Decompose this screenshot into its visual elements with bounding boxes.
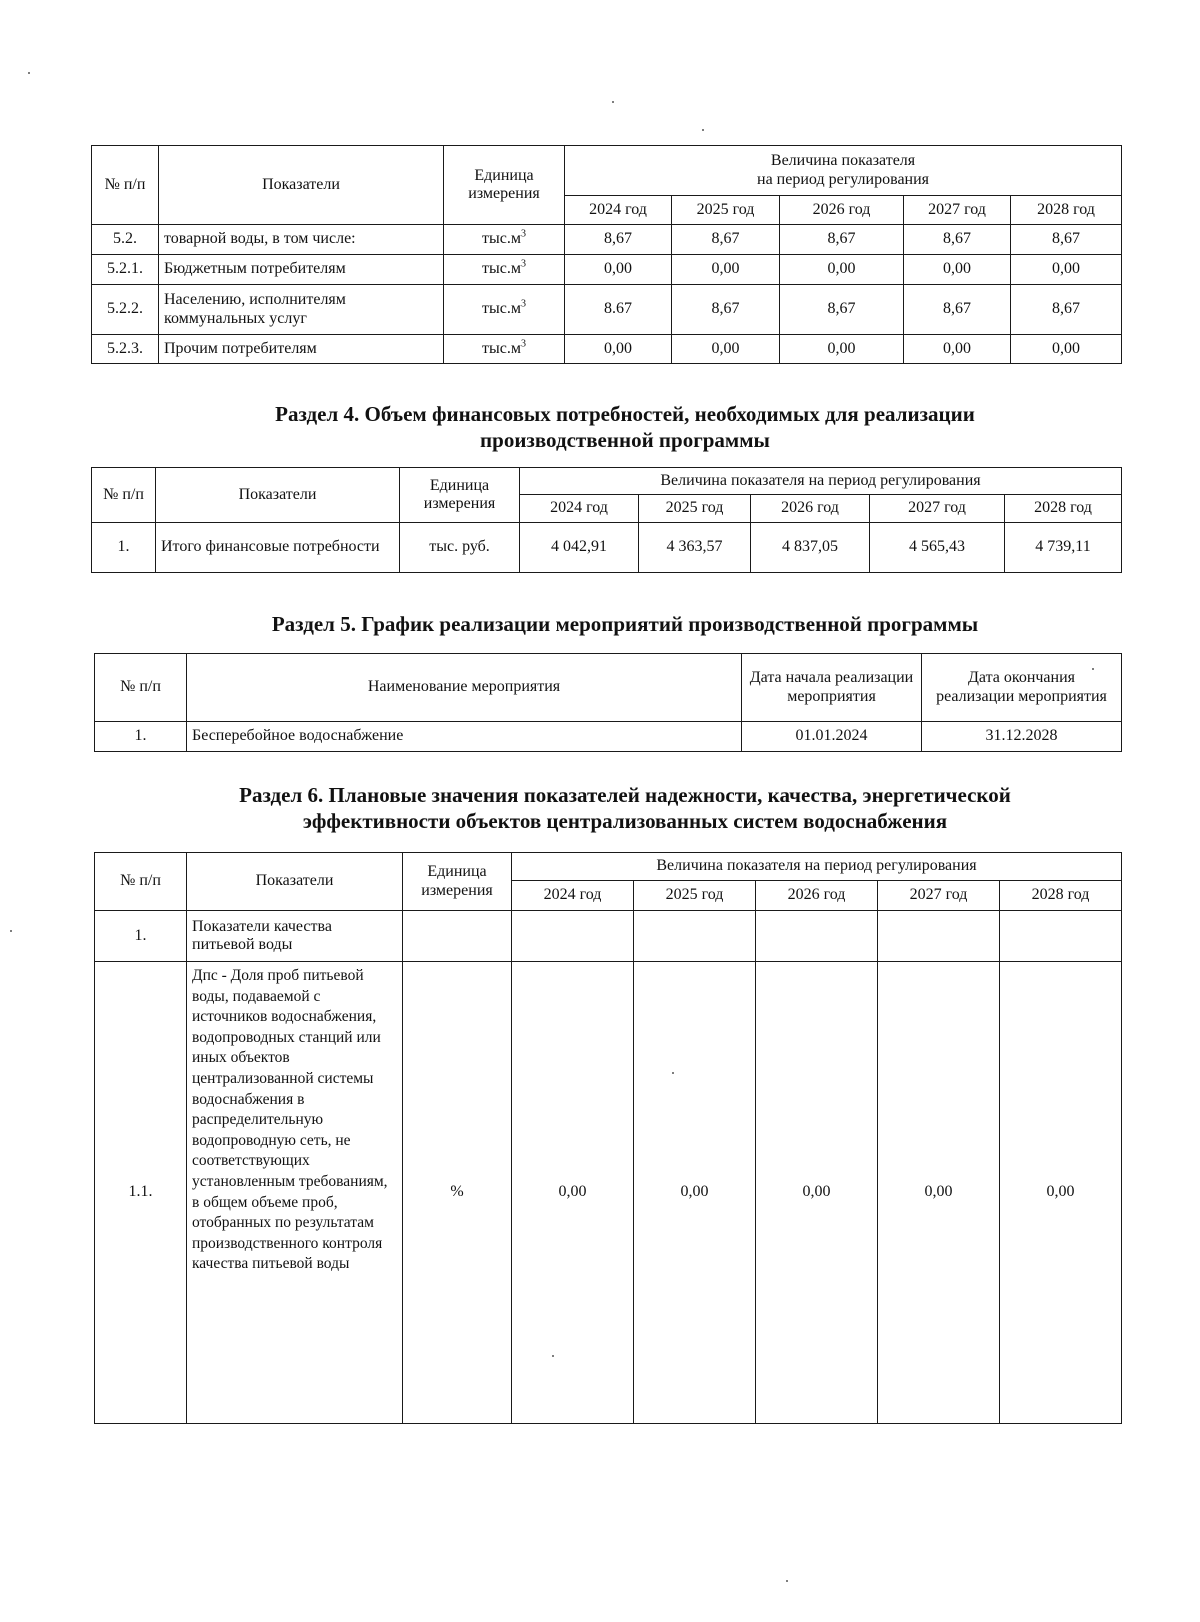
year-header: 2024 год <box>520 495 639 523</box>
row-name: Дпс - Доля проб питьевой воды, подаваемой с источников водоснабжения, водопроводных станций или иных объектов централизованной системы водоснабжения в распределительную водопроводную сеть, не соответствующих установленным требованиям, в общем объеме проб, отобранных по результатам производственного контроля качества питьевой воды <box>187 962 403 1424</box>
year-header: 2027 год <box>870 495 1005 523</box>
value-cell: 0,00 <box>634 962 756 1424</box>
col-unit-header: Единица измерения <box>400 468 520 523</box>
year-header: 2026 год <box>751 495 870 523</box>
col-num-header: № п/п <box>95 853 187 911</box>
row-name: Бесперебойное водоснабжение <box>187 722 742 752</box>
row-unit: $тыс.м^3$ <box>444 285 565 335</box>
table-row <box>95 911 1122 962</box>
row-num: 5.2.2. <box>92 285 159 335</box>
row-num: 1. <box>95 722 187 752</box>
year-header: 2025 год <box>634 881 756 911</box>
value-cell: 0,00 <box>780 255 904 285</box>
table-row <box>95 722 1122 752</box>
scan-speck <box>552 1355 554 1357</box>
value-cell: 0,00 <box>904 255 1011 285</box>
row-end-date: 31.12.2028 <box>922 722 1122 752</box>
value-cell: 0,00 <box>780 335 904 364</box>
finance-table <box>91 467 1122 573</box>
col-num-header: № п/п <box>92 468 156 523</box>
period-header: Величина показателя на период регулирования <box>512 853 1122 881</box>
table-row <box>92 225 1122 255</box>
value-cell: 8,67 <box>780 285 904 335</box>
table-row <box>92 255 1122 285</box>
value-cell: 0,00 <box>756 962 878 1424</box>
row-unit: % <box>403 962 512 1424</box>
col-end-header: Дата окончания реализации мероприятия <box>922 654 1122 722</box>
row-name: Прочим потребителям <box>159 335 444 364</box>
row-num: 1. <box>92 523 156 573</box>
table-row <box>92 335 1122 364</box>
row-name: Показатели качества питьевой воды <box>187 911 403 962</box>
value-cell: 4 363,57 <box>639 523 751 573</box>
value-cell: 0,00 <box>1011 335 1122 364</box>
row-num: 5.2.1. <box>92 255 159 285</box>
col-num-header: № п/п <box>95 654 187 722</box>
year-header: 2026 год <box>780 196 904 225</box>
year-header: 2028 год <box>1011 196 1122 225</box>
col-name-header: Наименование мероприятия <box>187 654 742 722</box>
volume-table <box>91 145 1122 364</box>
value-cell: 0,00 <box>672 335 780 364</box>
table-row <box>92 523 1122 573</box>
value-cell: 8,67 <box>780 225 904 255</box>
row-name: Итого финансовые потребности <box>156 523 400 573</box>
table-row <box>92 285 1122 335</box>
empty-cell <box>512 911 634 962</box>
year-header: 2025 год <box>672 196 780 225</box>
year-header: 2028 год <box>1005 495 1122 523</box>
row-name: товарной воды, в том числе: <box>159 225 444 255</box>
value-cell: 0,00 <box>512 962 634 1424</box>
year-header: 2024 год <box>512 881 634 911</box>
row-num: 5.2.3. <box>92 335 159 364</box>
col-unit-header: Единица измерения <box>403 853 512 911</box>
year-header: 2028 год <box>1000 881 1122 911</box>
col-unit-header: Единица измерения <box>444 146 565 225</box>
year-header: 2024 год <box>565 196 672 225</box>
value-cell: 0,00 <box>904 335 1011 364</box>
period-header: Величина показателя на период регулирования <box>565 146 1122 196</box>
value-cell: 4 739,11 <box>1005 523 1122 573</box>
year-header: 2026 год <box>756 881 878 911</box>
value-cell: 8,67 <box>672 225 780 255</box>
year-header: 2027 год <box>904 196 1011 225</box>
scan-speck <box>10 930 12 932</box>
section6-title: Раздел 6. Плановые значения показателей надежности, качества, энергетической эффективности объектов централизованных систем водоснабжения <box>239 783 1011 833</box>
value-cell: 0,00 <box>565 335 672 364</box>
scan-speck <box>612 101 614 103</box>
scan-speck <box>702 129 704 131</box>
scan-speck <box>28 72 30 74</box>
empty-cell <box>634 911 756 962</box>
value-cell: 8,67 <box>565 225 672 255</box>
value-cell: 0,00 <box>672 255 780 285</box>
value-cell: 0,00 <box>1000 962 1122 1424</box>
row-name: Бюджетным потребителям <box>159 255 444 285</box>
value-cell: 8,67 <box>904 285 1011 335</box>
value-cell: 8,67 <box>672 285 780 335</box>
row-unit: $тыс.м^3$ <box>444 255 565 285</box>
empty-cell <box>1000 911 1122 962</box>
row-num: 5.2. <box>92 225 159 255</box>
col-num-header: № п/п <box>92 146 159 225</box>
empty-cell <box>756 911 878 962</box>
empty-cell <box>878 911 1000 962</box>
table-row <box>95 962 1122 1424</box>
value-cell: 4 837,05 <box>751 523 870 573</box>
scan-speck <box>786 1580 788 1582</box>
scan-speck <box>672 1072 674 1074</box>
row-num: 1.1. <box>95 962 187 1424</box>
quality-table <box>94 852 1122 1424</box>
value-cell: 8.67 <box>565 285 672 335</box>
scan-speck <box>1092 668 1094 670</box>
section4-title: Раздел 4. Объем финансовых потребностей, необходимых для реализации производственной программы <box>275 402 975 452</box>
value-cell: 8,67 <box>1011 225 1122 255</box>
value-cell: 4 042,91 <box>520 523 639 573</box>
year-header: 2025 год <box>639 495 751 523</box>
year-header: 2027 год <box>878 881 1000 911</box>
col-indicator-header: Показатели <box>187 853 403 911</box>
value-cell: 4 565,43 <box>870 523 1005 573</box>
row-name: Населению, исполнителям коммунальных услуг <box>159 285 444 335</box>
empty-cell <box>403 911 512 962</box>
value-cell: 0,00 <box>878 962 1000 1424</box>
row-unit: тыс. руб. <box>400 523 520 573</box>
row-unit: $тыс.м^3$ <box>444 335 565 364</box>
value-cell: 8,67 <box>1011 285 1122 335</box>
row-start-date: 01.01.2024 <box>742 722 922 752</box>
section5-title: Раздел 5. График реализации мероприятий производственной программы <box>271 612 979 636</box>
row-num: 1. <box>95 911 187 962</box>
col-indicator-header: Показатели <box>156 468 400 523</box>
value-cell: 8,67 <box>904 225 1011 255</box>
row-unit: $тыс.м^3$ <box>444 225 565 255</box>
period-header: Величина показателя на период регулирования <box>520 468 1122 495</box>
schedule-table <box>94 653 1122 752</box>
col-start-header: Дата начала реализации мероприятия <box>742 654 922 722</box>
value-cell: 0,00 <box>565 255 672 285</box>
col-indicator-header: Показатели <box>159 146 444 225</box>
value-cell: 0,00 <box>1011 255 1122 285</box>
